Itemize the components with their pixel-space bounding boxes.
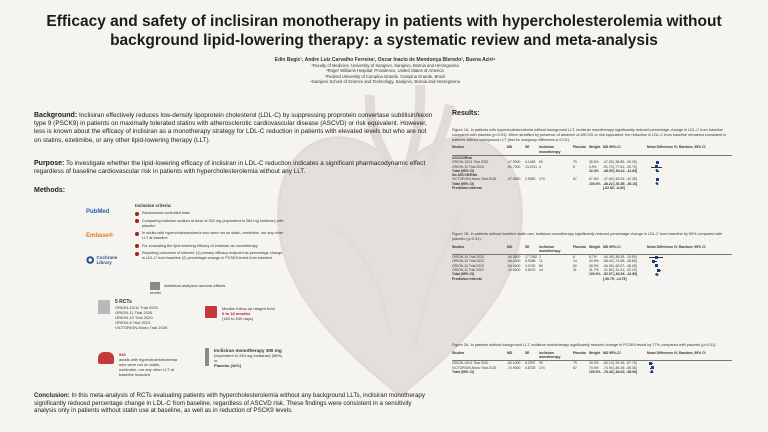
figure-1b [452, 232, 732, 281]
table-cell [507, 186, 525, 190]
affiliation-1: ¹Faculty of Medicine, University of Sarajevo, Sarajevo, Bosnia and Herzegovina [311, 63, 459, 69]
table-cell: 30.9% [589, 263, 599, 268]
pubmed-logo: PubMed [86, 209, 110, 215]
table-cell: 4.8725 [525, 365, 536, 370]
table-cell: No ASCVD/Risk [452, 173, 478, 178]
bullet-icon [135, 219, 139, 223]
inclusion-heading: Inclusion criteria: [135, 203, 172, 208]
table-cell: 13.2211 [525, 164, 538, 169]
table-cell [573, 186, 589, 190]
effect-point [657, 269, 660, 272]
table-cell: 2 [539, 255, 541, 260]
inclusion-item: Reporting outcomes of interest: (1) primary efficacy endpoint as percentage change in LDL-C from baseline (2) percentage change in PCSK9 levels from baseline [135, 251, 285, 261]
treatment: Inclisiran monotherapy 300 mg (equivalent to 284 mg inclisiran) (58%) or Placebo (42%) [205, 348, 295, 368]
table-cell: 67.6% [589, 177, 599, 182]
figure-1a-caption: Figure 1A. In patients with hypercholesterolemia without background LLT, inclisiran monotherapy significantly reduced percentage change in LDL-C from baseline compared with placebo (p<0.01). When stratified by presence of absence of ASCVD or risk equivalent, the reduction in LDL-C from baseline remained consistent in patients without background LLT (test for subgroup difference p=0.01). [452, 128, 727, 142]
summary-diamond [650, 370, 653, 373]
follow-up: Median follow-up ranged from 6 to 18 months (183 to 540 days) [205, 306, 285, 321]
cochrane-label: Cochrane Library [96, 255, 118, 265]
author-names: Edin Begic¹, Andre Luiz Carvalho Ferreira², Oscar Inacio de Mendonça Bleredo³, Buena Aziri⁴ [274, 57, 496, 63]
table-cell: ORION-10 Trial 2020 [452, 255, 484, 260]
purpose-section [34, 160, 434, 176]
table-cell: -47.69 [-53.03; -42.35] [603, 177, 637, 182]
table-row [452, 186, 732, 190]
table-cell: 80 [539, 263, 543, 268]
patients: 540 adults with hypercholesterolemia who were not on statin, ezetimibe, nor any other LLT at baseline included [98, 352, 178, 377]
table-cell: Prediction interval [452, 186, 482, 191]
table-cell: -51.70 [-77.61; -25.79] [603, 164, 637, 169]
conclusion-heading: Conclusion: [34, 392, 70, 399]
summary-diamond [656, 169, 659, 172]
syringe-icon [205, 348, 209, 366]
inclusion-item: For evaluating the lipid-lowering efficacy of inclisiran as monotherapy [135, 244, 285, 249]
table-cell: 99 [539, 361, 543, 366]
table-cell: -74.90 [-84.45; -65.35] [603, 365, 637, 370]
affiliation-2: ²Roger Williams Hospital, Providence, United States of America [326, 68, 444, 74]
table-cell: 4.1463 [525, 160, 536, 165]
table-cell: -41.8000 [507, 268, 521, 273]
effect-point [655, 165, 658, 168]
table-cell: 17.7982 [525, 255, 538, 260]
affiliation-4: ⁴Sarajevo School of Science and Technology, Sarajevo, Bosnia and Herzegovina [310, 78, 460, 84]
table-cell: -54.0600 [507, 263, 521, 268]
table-cell: 80 [573, 263, 577, 268]
summary-diamond [656, 182, 659, 185]
table-cell: -80.1000 [507, 361, 521, 366]
table-cell: Total (95% CI) [452, 369, 475, 374]
table-cell: -47.6900 [507, 177, 521, 182]
table-cell: 70.0% [589, 365, 599, 370]
table-cell: VICTORION-Mono Trial 2025 [452, 365, 497, 370]
table-cell: 174 [539, 365, 545, 370]
table-cell [539, 186, 573, 190]
rct-list: 5 RCTs ORION-10/11 Trial 2020 ORION-11 Trial 2020 ORION-10 Trial 2020 ORION-8 Trial 2023 VICTORION-Mono Trial 2025 [98, 300, 178, 330]
bullet-icon [135, 244, 139, 248]
table-cell: 44 [539, 268, 543, 273]
forest-mark [647, 370, 732, 374]
table-cell: 4 [539, 164, 541, 169]
table-cell: 6.2997 [525, 361, 536, 366]
table-cell: ORION-10/11 Trial 2020 [452, 361, 489, 366]
table-cell: -76.46 [-84.02; -68.90] [603, 369, 638, 374]
table-cell: 8.9288 [525, 259, 536, 264]
table-cell: Total (95% CI) [452, 168, 475, 173]
purpose-text: To investigate whether the lipid-lowering efficacy of inclisiran in LDL-C reduction indicates a significant pharmacodynamic effect regardless of baseline cardiovascular risk in patients with hypercholesterolemia without any LLT. [34, 160, 426, 176]
table-cell: ORION-10 Trial 2024 [452, 164, 484, 169]
table-cell [525, 277, 539, 281]
table-cell: 69 [539, 160, 543, 165]
table-cell [507, 277, 525, 281]
bullet-icon [135, 252, 139, 256]
table-cell: 100.0% [589, 272, 601, 277]
inclusion-item: Randomized controlled trials [135, 211, 285, 216]
cochrane-logo [86, 253, 128, 267]
table-cell: 11 [539, 259, 543, 264]
figure-1a [452, 128, 732, 190]
table-cell [589, 277, 603, 281]
table-cell: Prediction interval [452, 276, 482, 281]
embase-logo: Embase® [86, 233, 114, 239]
effect-point [656, 161, 659, 164]
results-heading: Results: [452, 110, 480, 117]
table-cell: ORION-10/11 Trial 2020 [452, 160, 489, 165]
chart-icon [150, 282, 160, 290]
table-cell: 5 [573, 164, 575, 169]
table-cell: -54.06 [-60.07; -48.05] [603, 263, 637, 268]
table-cell: ORION-10 Trial 2020 [452, 263, 484, 268]
summary-diamond [655, 273, 658, 276]
table-cell [539, 370, 573, 374]
people-icon [98, 352, 114, 364]
table-cell: -54.38 [-89.26; -19.50] [603, 255, 637, 260]
inclusion-item: Comparing inclisiran sodium at dose of 300 mg (equivalent to 284 mg inclisiran) with placebo [135, 219, 285, 229]
conclusion-section [34, 392, 434, 415]
table-cell: [-90.79; -14.75] [603, 276, 627, 281]
table-cell: 6 [573, 255, 575, 260]
table-cell: -66.4000 [507, 259, 521, 264]
table-cell: 3.9% [589, 164, 597, 169]
cochrane-icon [86, 255, 94, 265]
table-cell: 79 [573, 361, 577, 366]
table-cell: 14 [573, 259, 577, 264]
table-cell: 20.5% [589, 259, 599, 264]
table-cell: 31.7% [589, 268, 599, 273]
table-cell: 41 [573, 268, 577, 273]
effect-point [655, 256, 658, 259]
table-cell: 79 [573, 160, 577, 165]
table-cell: 100.0% [589, 369, 601, 374]
effect-point [649, 362, 652, 365]
table-cell: 30.0% [589, 361, 599, 366]
figure-1a-header: Studies MD SE Inclisiran monotherapy Placebo Weight MD 95%-CI Mean Difference IV, Random, 95% CI [452, 145, 732, 156]
poster-title: Efficacy and safety of inclisiran monotherapy in patients with hypercholesterolemia without background lipid-lowering therapy: a systematic review and meta-analysis [46, 13, 722, 49]
table-cell: -51.7000 [507, 164, 521, 169]
inclusion-criteria [135, 203, 285, 264]
table-cell: 2.9082 [525, 177, 536, 182]
background-text: Inclisiran effectively reduces low-density lipoprotein cholesterol (LDL-C) by suppressing proprotein convertase subtilisin/kexin type 9 (PSCK9) in patients on maximally tolerated statins with atherosclerotic cardiovascular disease (ASCVD) or risk equivalent. However, less is known about the efficacy of inclisiran as a monotherapy strategy for LDL-C reduction in patients with elevated levels but who are not on statins, ezetimibe, or any other lipid-lowering therapy (LLT). [34, 112, 433, 144]
table-cell: -80.10 [-92.45; -67.75] [603, 361, 637, 366]
table-cell: VICTORION-Mono Trial 2025 [452, 177, 497, 182]
figure-2a-header: Studies MD SE Inclisiran monotherapy Placebo Weight MD 95%-CI Mean Difference IV, Random, 95% CI [452, 351, 732, 362]
bullet-icon [135, 212, 139, 216]
document-icon [98, 300, 110, 314]
forest-mark [647, 186, 732, 190]
inclusion-item: In adults with hypercholesterolemia who were not on statin, ezetimibe, nor any other LLT at baseline [135, 231, 285, 241]
table-cell: 4.8470 [525, 268, 536, 273]
table-cell: ORION-11 Trial 2020 [452, 268, 484, 273]
table-cell [507, 370, 525, 374]
figure-2a-caption: Figure 2A. In patients without background LLT, inclisiran monotherapy significantly reduced change in PCSK9 levels by 77% compared with placebo (p<0.01). [452, 343, 717, 347]
table-cell [525, 186, 539, 190]
background-heading: Background: [34, 112, 78, 119]
bullet-icon [135, 232, 139, 236]
table-cell: Total (95% CI) [452, 181, 475, 186]
table-cell: -54.3800 [507, 255, 521, 260]
table-cell: Total (95% CI) [452, 272, 475, 277]
background-section [34, 112, 434, 145]
forest-mark [647, 277, 732, 281]
database-logos [86, 205, 128, 277]
table-cell [573, 370, 589, 374]
table-cell [539, 277, 573, 281]
table-cell: 32.4% [589, 168, 599, 173]
authors-block [230, 58, 540, 84]
table-cell: -47.59 [-55.80; -39.39] [603, 160, 637, 165]
affiliation-3: ³Federal University of Campina Grande, Campina Grande, Brazil [325, 73, 445, 79]
table-cell: -47.5900 [507, 160, 521, 165]
methods-heading: Methods: [34, 187, 66, 194]
table-cell: ASCVD/Risk [452, 155, 472, 160]
table-cell: -52.07 [-62.34; -42.80] [603, 272, 638, 277]
table-cell: 3.0730 [525, 263, 536, 268]
table-cell: 174 [539, 177, 545, 182]
table-row [452, 370, 732, 374]
table-cell: 8.7% [589, 255, 597, 260]
figure-2a [452, 343, 732, 374]
table-cell: 28.5% [589, 160, 599, 165]
table-cell [573, 277, 589, 281]
table-cell: -41.80 [-51.31; -32.29] [603, 268, 637, 273]
table-cell: -66.40 [-74.65; -48.65] [603, 259, 637, 264]
figure-1b-header: Studies MD SE Inclisiran monotherapy Placebo Weight MD 95%-CI Mean Difference IV, Random, 95% CI [452, 245, 732, 256]
table-cell: -48.22 [-51.65; -45.10] [603, 181, 638, 186]
statistical-analysis: statistical analyses random-effects model [150, 283, 226, 295]
table-cell: [-62.80; -8.40] [603, 186, 625, 191]
table-cell: 87 [573, 177, 577, 182]
purpose-heading: Purpose: [34, 160, 65, 167]
table-cell: 87 [573, 365, 577, 370]
table-cell [525, 370, 539, 374]
effect-point [655, 264, 658, 267]
figure-1b-caption: Figure 1B. In patients without baseline statin use, inclisiran monotherapy significantly reduced percentage change in LDL-C from baseline by 50% compared with placebo (p<0.01). [452, 232, 723, 241]
conclusion-text: In this meta-analysis of RCTs evaluating patients with hypercholesterolemia without any background LLTs, inclisiran monotherapy significantly reduced percentage change in LDL-C from baseline, regardless of ASCVD risk. These findings were consistent in a sensitivity analysis only in patients without statin use at baseline, as well as in reduction of PSCK9 levels. [34, 392, 425, 415]
table-cell: -74.9000 [507, 365, 521, 370]
table-row [452, 277, 732, 281]
table-cell: -48.09 [-54.41; -41.63] [603, 168, 638, 173]
calendar-icon [205, 306, 217, 318]
effect-point [652, 260, 655, 263]
table-cell: 100.0% [589, 181, 601, 186]
table-cell [589, 186, 603, 190]
table-cell: ORION-10 Trial 2020 [452, 259, 484, 264]
